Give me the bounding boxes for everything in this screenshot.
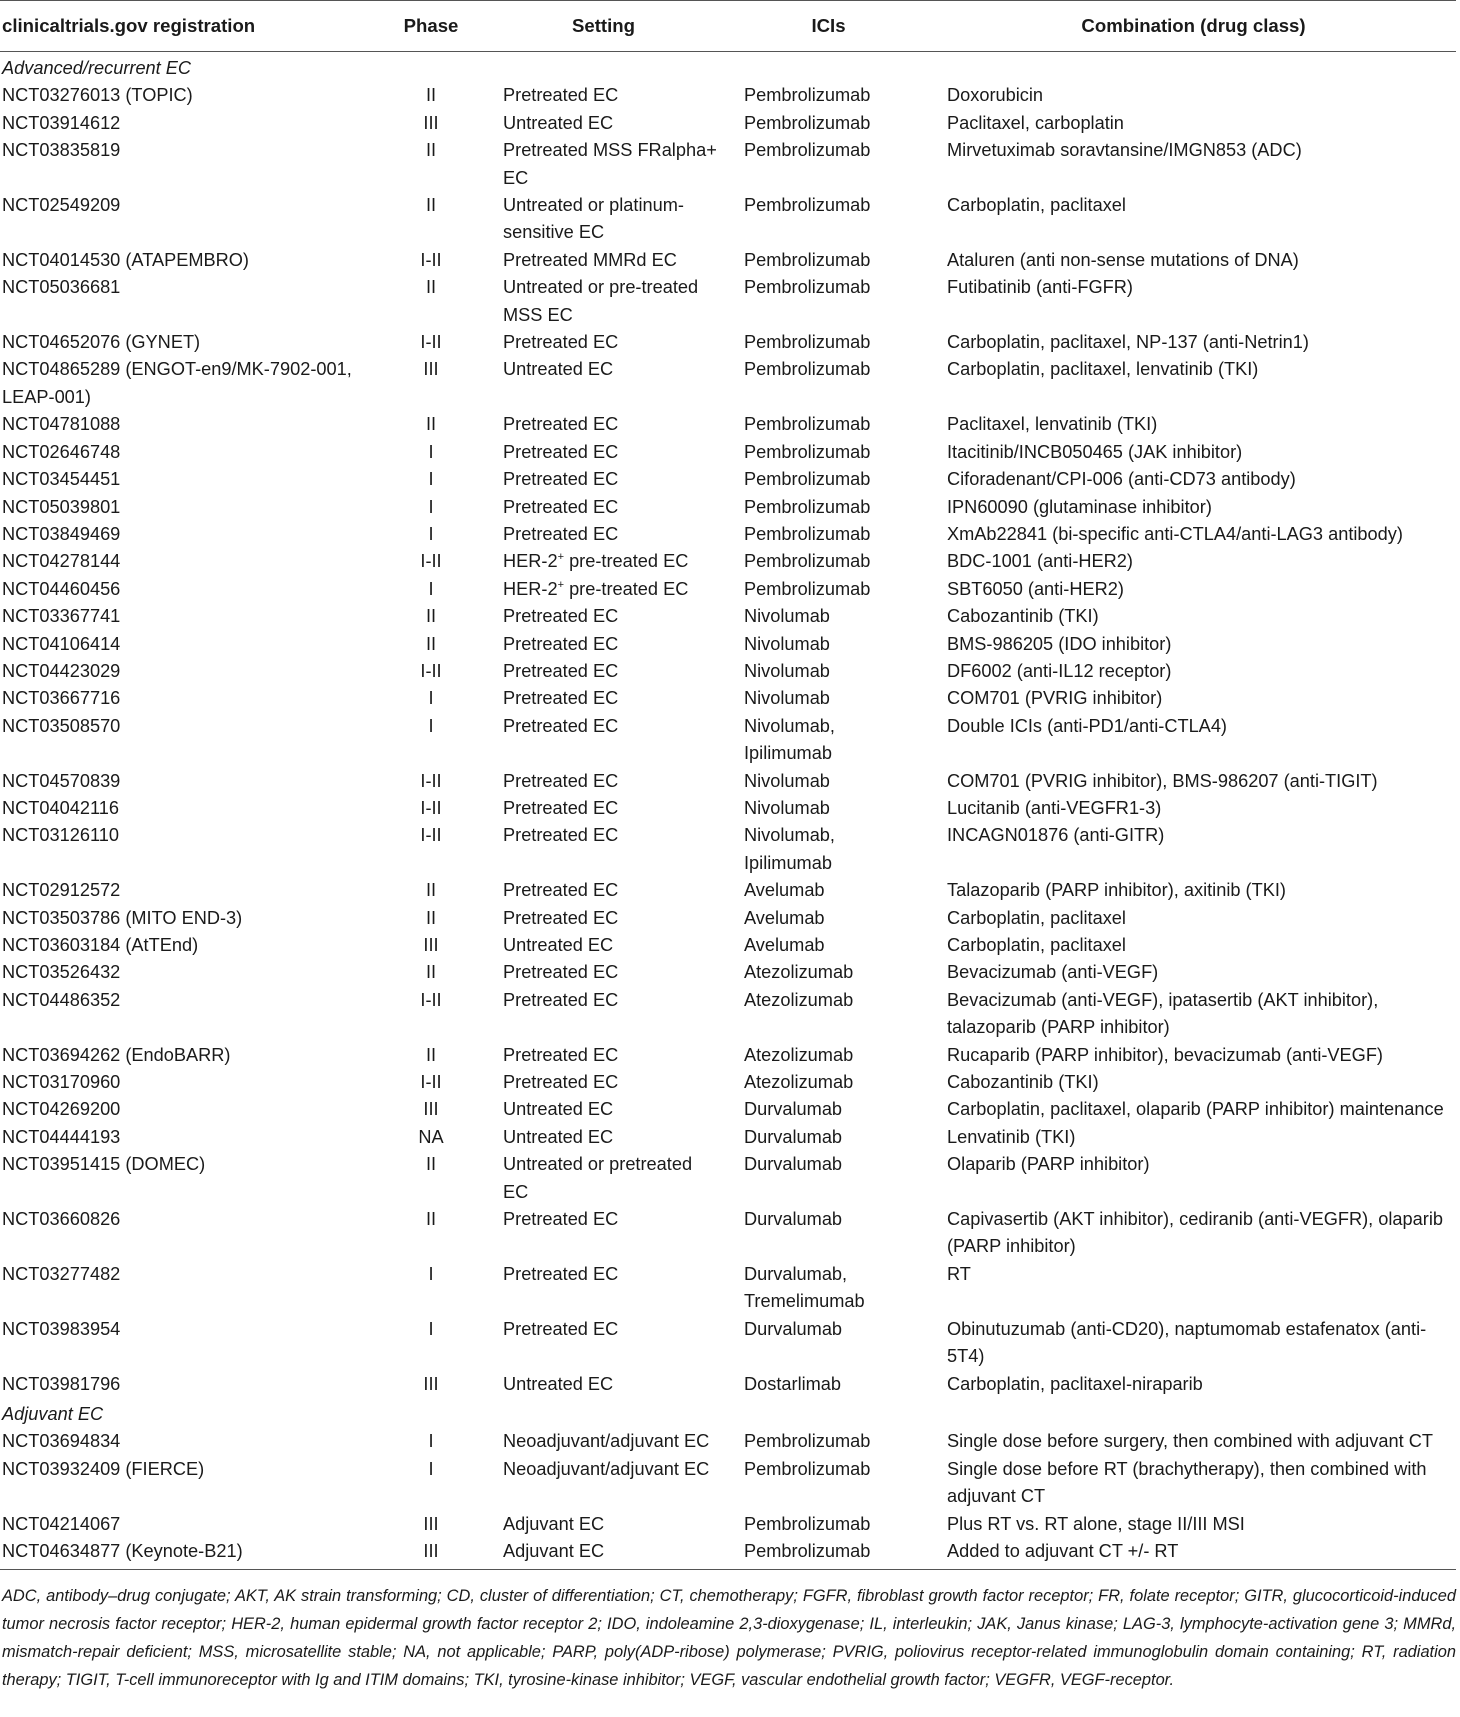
cell-phase: I [428, 578, 434, 599]
cell-phase: I [428, 715, 434, 736]
cell-icis: Nivolumab [744, 770, 830, 791]
table-row [0, 356, 1456, 411]
cell-phase: II [425, 414, 437, 435]
cell-icis: Avelumab [744, 935, 825, 955]
table-row [0, 466, 1456, 493]
table-row [0, 822, 1456, 877]
cell-icis: Pembrolizumab [744, 578, 871, 599]
table-row [0, 795, 1456, 822]
cell-combination: INCAGN01876 (anti-GITR) [947, 825, 1165, 846]
cell-icis: Nivolumab [744, 797, 830, 818]
cell-combination: Lucitanib (anti-VEGFR1-3) [947, 797, 1162, 818]
cell-combination: Carboplatin, paclitaxel [947, 907, 1126, 928]
cell-combination: Carboplatin, paclitaxel [947, 935, 1126, 955]
cell-phase: I [428, 1263, 434, 1284]
cell-setting: Adjuvant EC [503, 1513, 605, 1534]
cell-combination: Plus RT vs. RT alone, stage II/III MSI [947, 1513, 1245, 1534]
cell-registration: NCT03660826 [2, 1209, 121, 1230]
cell-combination: Double ICIs (anti-PD1/anti-CTLA4) [947, 715, 1227, 736]
cell-phase: I-II [420, 1072, 442, 1093]
cell-registration: NCT03367741 [2, 606, 121, 627]
cell-setting: Pretreated EC [503, 797, 619, 818]
cell-phase: III [423, 1513, 439, 1534]
cell-combination: BMS-986205 (IDO inhibitor) [947, 633, 1172, 654]
cell-registration: NCT02646748 [2, 441, 121, 462]
cell-setting: Pretreated EC [503, 1209, 619, 1230]
cell-combination: Capivasertib (AKT inhibitor), cediranib (anti-VEGFR), olaparib (PARP inhibitor) [947, 1209, 1443, 1257]
cell-registration: NCT04570839 [2, 770, 121, 791]
cell-combination: Rucaparib (PARP inhibitor), bevacizumab (anti-VEGF) [947, 1044, 1383, 1065]
setting-text-rest: pre-treated EC [564, 578, 689, 599]
cell-icis: Pembrolizumab [744, 195, 871, 216]
header-combination: Combination (drug class) [931, 1, 1456, 52]
cell-registration: NCT04423029 [2, 660, 121, 681]
table-row [0, 768, 1456, 795]
setting-superscript: + [557, 578, 565, 591]
header-phase: Phase [381, 1, 481, 52]
table-row [0, 631, 1456, 658]
cell-registration: NCT03694262 (EndoBARR) [2, 1044, 231, 1065]
cell-combination: Single dose before surgery, then combined with adjuvant CT [947, 1431, 1433, 1452]
table-row [0, 137, 1456, 192]
cell-icis: Durvalumab [744, 1318, 843, 1339]
section-title: Advanced/recurrent EC [2, 58, 192, 78]
cell-setting: Pretreated EC [503, 1263, 619, 1284]
cell-combination: XmAb22841 (bi-specific anti-CTLA4/anti-LAG3 antibody) [947, 523, 1403, 544]
cell-registration: NCT03454451 [2, 469, 121, 490]
cell-setting: Untreated EC [503, 1373, 614, 1394]
cell-registration: NCT03126110 [2, 825, 119, 846]
cell-phase: III [423, 1099, 439, 1120]
cell-registration: NCT03932409 (FIERCE) [2, 1458, 205, 1479]
cell-setting: Pretreated EC [503, 441, 619, 462]
header-setting: Setting [481, 1, 726, 52]
table-row [0, 82, 1456, 109]
table-row [0, 877, 1456, 904]
table-row [0, 1206, 1456, 1261]
cell-icis: Durvalumab [744, 1126, 843, 1147]
cell-combination: Carboplatin, paclitaxel [947, 195, 1126, 216]
cell-phase: I-II [420, 989, 442, 1010]
cell-setting: Untreated EC [503, 112, 614, 133]
cell-registration: NCT03526432 [2, 962, 121, 983]
cell-setting: Pretreated EC [503, 770, 619, 791]
cell-combination: SBT6050 (anti-HER2) [947, 578, 1124, 599]
header-icis: ICIs [726, 1, 931, 52]
cell-combination: Ciforadenant/CPI-006 (anti-CD73 antibody) [947, 469, 1296, 490]
cell-phase: I-II [420, 825, 442, 846]
cell-combination: RT [947, 1263, 971, 1284]
header-registration: clinicaltrials.gov registration [0, 1, 381, 52]
cell-registration: NCT04634877 (Keynote-B21) [0, 1538, 381, 1570]
cell-combination: Ataluren (anti non-sense mutations of DNA) [947, 249, 1299, 270]
cell-registration: NCT03849469 [2, 523, 121, 544]
table-row [0, 494, 1456, 521]
cell-setting: Pretreated EC [503, 332, 619, 353]
cell-icis: Atezolizumab [744, 1072, 854, 1093]
cell-phase: I-II [420, 249, 442, 270]
cell-icis: Nivolumab [744, 606, 830, 627]
cell-registration: NCT04460456 [2, 578, 121, 599]
cell-registration: NCT04781088 [2, 414, 121, 435]
setting-superscript: + [557, 551, 565, 564]
header-row [0, 1, 1456, 52]
cell-combination: Futibatinib (anti-FGFR) [947, 277, 1133, 298]
cell-icis: Pembrolizumab [744, 1431, 871, 1452]
cell-phase: I [428, 496, 434, 517]
cell-combination: Carboplatin, paclitaxel, NP-137 (anti-Netrin1) [947, 332, 1309, 353]
cell-registration: NCT03694834 [2, 1431, 121, 1452]
cell-registration: NCT03508570 [2, 715, 121, 736]
table-body [0, 52, 1456, 1570]
cell-setting: Pretreated EC [503, 469, 619, 490]
cell-phase: I [428, 1431, 434, 1452]
table-header [0, 1, 1456, 52]
cell-icis: Nivolumab [744, 660, 830, 681]
table-row [0, 1538, 1456, 1570]
table-row [0, 576, 1456, 603]
cell-registration: NCT04214067 [2, 1513, 121, 1534]
cell-icis: Durvalumab [744, 1209, 843, 1230]
cell-combination: Cabozantinib (TKI) [947, 1072, 1099, 1093]
cell-setting: Pretreated EC [503, 825, 619, 846]
table-row [0, 1151, 1456, 1206]
cell-setting: Pretreated EC [503, 880, 619, 901]
cell-icis: Pembrolizumab [744, 112, 871, 133]
cell-setting: Untreated or pretreated EC [503, 1154, 693, 1202]
cell-setting: Pretreated EC [503, 85, 619, 106]
section-title: Adjuvant EC [2, 1403, 104, 1424]
cell-combination: Itacitinib/INCB050465 (JAK inhibitor) [947, 441, 1243, 462]
cell-phase: III [423, 935, 439, 955]
cell-phase: II [425, 633, 437, 654]
setting-text: HER-2 [503, 551, 558, 572]
section-row [0, 52, 1456, 83]
table-row [0, 1428, 1456, 1455]
cell-icis: Durvalumab, Tremelimumab [744, 1263, 865, 1312]
cell-phase: III [423, 1373, 439, 1394]
cell-setting: Neoadjuvant/adjuvant EC [503, 1458, 710, 1479]
cell-registration: NCT04865289 (ENGOT-en9/MK-7902-001, LEAP-001) [2, 359, 352, 407]
cell-registration: NCT04269200 [2, 1099, 121, 1120]
table-row [0, 713, 1456, 768]
cell-combination: IPN60090 (glutaminase inhibitor) [947, 496, 1212, 517]
cell-combination: Lenvatinib (TKI) [947, 1126, 1076, 1147]
cell-setting: Untreated EC [503, 935, 614, 955]
cell-icis: Atezolizumab [744, 989, 854, 1010]
cell-registration: NCT03603184 (AtTEnd) [2, 935, 199, 955]
cell-icis: Pembrolizumab [744, 523, 871, 544]
cell-registration: NCT03503786 (MITO END-3) [2, 907, 243, 928]
table-row [0, 1316, 1456, 1371]
cell-registration: NCT05036681 [2, 277, 121, 298]
cell-icis: Pembrolizumab [744, 1513, 871, 1534]
cell-icis: Pembrolizumab [744, 359, 871, 380]
cell-phase: I [428, 523, 434, 544]
table-row [0, 439, 1456, 466]
cell-phase: II [425, 1209, 437, 1230]
cell-setting: Adjuvant EC [481, 1538, 726, 1570]
cell-setting: Pretreated EC [503, 606, 619, 627]
cell-setting: Untreated EC [503, 359, 614, 380]
cell-phase: II [425, 606, 437, 627]
table-row [0, 1124, 1456, 1151]
cell-combination: Paclitaxel, lenvatinib (TKI) [947, 414, 1158, 435]
cell-combination: Bevacizumab (anti-VEGF) [947, 962, 1159, 983]
cell-registration: NCT03667716 [2, 688, 121, 709]
cell-icis: Nivolumab [744, 688, 830, 709]
cell-phase: I [428, 1318, 434, 1339]
table-row [0, 247, 1456, 274]
setting-text-rest: pre-treated EC [564, 551, 689, 572]
cell-setting: Pretreated MSS FRalpha+ EC [503, 140, 717, 188]
cell-registration: NCT03981796 [2, 1373, 121, 1394]
cell-phase: II [425, 907, 437, 928]
cell-icis: Avelumab [744, 907, 825, 928]
cell-setting: Pretreated EC [503, 907, 619, 928]
cell-combination: Single dose before RT (brachytherapy), then combined with adjuvant CT [947, 1458, 1427, 1507]
cell-combination: Talazoparib (PARP inhibitor), axitinib (TKI) [947, 880, 1286, 901]
cell-setting: Pretreated MMRd EC [503, 249, 677, 270]
cell-icis: Durvalumab [744, 1099, 843, 1120]
table-row [0, 1042, 1456, 1069]
table-row [0, 411, 1456, 438]
cell-registration: NCT03914612 [2, 112, 121, 133]
cell-registration: NCT04444193 [2, 1126, 121, 1147]
table-row [0, 548, 1456, 575]
cell-combination: DF6002 (anti-IL12 receptor) [947, 660, 1172, 681]
cell-phase: III [423, 359, 439, 380]
cell-icis: Pembrolizumab [744, 249, 871, 270]
cell-icis: Pembrolizumab [744, 414, 871, 435]
cell-registration: NCT03277482 [2, 1263, 121, 1284]
cell-phase: I [428, 1458, 434, 1479]
cell-phase: III [423, 112, 439, 133]
cell-setting: Untreated EC [503, 1126, 614, 1147]
table-row [0, 658, 1456, 685]
cell-combination: COM701 (PVRIG inhibitor), BMS-986207 (anti-TIGIT) [947, 770, 1378, 791]
cell-combination: Obinutuzumab (anti-CD20), naptumomab estafenatox (anti-5T4) [947, 1318, 1427, 1367]
table-row [0, 1456, 1456, 1511]
cell-icis: Pembrolizumab [744, 551, 871, 572]
cell-icis: Pembrolizumab [744, 332, 871, 353]
table-row [0, 932, 1456, 959]
cell-phase: II [425, 1044, 437, 1065]
table-row [0, 959, 1456, 986]
cell-combination: Cabozantinib (TKI) [947, 606, 1099, 627]
table-row [0, 329, 1456, 356]
cell-setting [481, 576, 726, 603]
table-row [0, 1371, 1456, 1398]
table-row [0, 1069, 1456, 1096]
cell-icis: Nivolumab [744, 633, 830, 654]
table-row [0, 192, 1456, 247]
cell-icis: Dostarlimab [744, 1373, 842, 1394]
cell-phase: I-II [420, 770, 442, 791]
cell-phase: I [428, 441, 434, 462]
cell-combination: Olaparib (PARP inhibitor) [947, 1154, 1150, 1175]
cell-registration: NCT04652076 (GYNET) [2, 332, 201, 353]
cell-phase: II [425, 962, 437, 983]
cell-setting: Pretreated EC [503, 715, 619, 736]
cell-setting: Pretreated EC [503, 523, 619, 544]
cell-phase: III [381, 1538, 481, 1570]
cell-phase: I-II [420, 551, 442, 572]
cell-registration: NCT03276013 (TOPIC) [2, 85, 193, 106]
cell-icis: Pembrolizumab [744, 496, 871, 517]
table-row [0, 1096, 1456, 1123]
cell-icis: Pembrolizumab [744, 441, 871, 462]
cell-combination: Bevacizumab (anti-VEGF), ipatasertib (AKT inhibitor), talazoparib (PARP inhibitor) [947, 989, 1379, 1038]
cell-phase: II [425, 195, 437, 216]
cell-setting [481, 548, 726, 575]
cell-phase: II [425, 85, 437, 106]
cell-setting: Pretreated EC [503, 688, 619, 709]
cell-combination: BDC-1001 (anti-HER2) [947, 551, 1133, 572]
cell-combination: Mirvetuximab soravtansine/IMGN853 (ADC) [947, 140, 1302, 161]
cell-registration: NCT04106414 [2, 633, 121, 654]
cell-phase: I-II [420, 660, 442, 681]
cell-setting: Pretreated EC [503, 414, 619, 435]
cell-icis: Avelumab [744, 880, 825, 901]
cell-combination: Paclitaxel, carboplatin [947, 112, 1124, 133]
cell-combination: COM701 (PVRIG inhibitor) [947, 688, 1163, 709]
table-row [0, 274, 1456, 329]
cell-setting: Pretreated EC [503, 660, 619, 681]
table-footnote: ADC, antibody–drug conjugate; AKT, AK strain transforming; CD, cluster of differentiation; CT, chemotherapy; FGFR, fibroblast growth factor receptor; FR, folate receptor; GITR, glucocorticoid-induced tumor necrosis factor receptor; HER-2, human epidermal growth factor receptor 2; IDO, indoleamine 2,3-dioxygenase; IL, interleukin; JAK, Janus kinase; LAG-3, lymphocyte-activation gene 3; MMRd, mismatch-repair deficient; MSS, microsatellite stable; NA, not applicable; PARP, poly(ADP-ribose) polymerase; PVRIG, poliovirus receptor-related immunoglobulin domain containing; RT, radiation therapy; TIGIT, T-cell immunoreceptor with Ig and ITIM domains; TKI, tyrosine-kinase inhibitor; VEGF, vascular endothelial growth factor; VEGFR, VEGF-receptor. [2, 1587, 1456, 1689]
cell-phase: II [425, 277, 437, 298]
cell-icis: Atezolizumab [744, 962, 854, 983]
cell-registration: NCT03951415 (DOMEC) [2, 1154, 206, 1175]
table-row [0, 521, 1456, 548]
cell-phase: I [428, 688, 434, 709]
cell-combination: Added to adjuvant CT +/- RT [931, 1538, 1456, 1570]
cell-registration: NCT04486352 [2, 989, 121, 1010]
cell-setting: Pretreated EC [503, 1318, 619, 1339]
cell-icis: Pembrolizumab [744, 469, 871, 490]
cell-combination: Carboplatin, paclitaxel-niraparib [947, 1373, 1203, 1394]
table-row [0, 987, 1456, 1042]
cell-registration: NCT05039801 [2, 496, 121, 517]
cell-phase: I-II [420, 332, 442, 353]
cell-phase: I-II [420, 797, 442, 818]
cell-icis: Pembrolizumab [744, 1458, 871, 1479]
cell-setting: Pretreated EC [503, 496, 619, 517]
cell-icis: Nivolumab, Ipilimumab [744, 715, 835, 764]
cell-icis: Durvalumab [744, 1154, 843, 1175]
cell-phase: NA [418, 1126, 444, 1147]
cell-setting: Untreated or platinum-sensitive EC [503, 195, 684, 243]
table-row [0, 1511, 1456, 1538]
cell-registration: NCT03983954 [2, 1318, 121, 1339]
cell-icis: Pembrolizumab [744, 277, 871, 298]
cell-setting: Pretreated EC [503, 1044, 619, 1065]
cell-setting: Pretreated EC [503, 1072, 619, 1093]
section-row [0, 1398, 1456, 1428]
cell-registration: NCT03170960 [2, 1072, 121, 1093]
table-row [0, 905, 1456, 932]
table-row [0, 1261, 1456, 1316]
cell-registration: NCT04278144 [2, 551, 121, 572]
cell-icis: Pembrolizumab [744, 85, 871, 106]
cell-phase: II [425, 880, 437, 901]
cell-phase: I [428, 469, 434, 490]
table-row [0, 110, 1456, 137]
cell-setting: Pretreated EC [503, 962, 619, 983]
cell-combination: Carboplatin, paclitaxel, lenvatinib (TKI) [947, 359, 1259, 380]
table-row [0, 603, 1456, 630]
cell-registration: NCT03835819 [2, 140, 121, 161]
cell-setting: Neoadjuvant/adjuvant EC [503, 1431, 710, 1452]
cell-combination: Doxorubicin [947, 85, 1044, 106]
cell-combination: Carboplatin, paclitaxel, olaparib (PARP inhibitor) maintenance [947, 1099, 1444, 1120]
cell-setting: Pretreated EC [503, 633, 619, 654]
cell-setting: Untreated EC [503, 1099, 614, 1120]
cell-icis: Nivolumab, Ipilimumab [744, 825, 835, 873]
cell-setting: Untreated or pre-treated MSS EC [503, 277, 699, 325]
cell-registration: NCT04014530 (ATAPEMBRO) [2, 249, 249, 270]
cell-registration: NCT04042116 [2, 797, 119, 818]
setting-text: HER-2 [503, 578, 558, 599]
cell-setting: Pretreated EC [503, 989, 619, 1010]
cell-phase: II [425, 1154, 437, 1175]
table-row [0, 685, 1456, 712]
cell-icis: Pembrolizumab [726, 1538, 931, 1570]
cell-phase: II [425, 140, 437, 161]
cell-icis: Pembrolizumab [744, 140, 871, 161]
cell-registration: NCT02912572 [2, 880, 121, 901]
cell-icis: Atezolizumab [744, 1044, 854, 1065]
cell-registration: NCT02549209 [2, 195, 121, 216]
